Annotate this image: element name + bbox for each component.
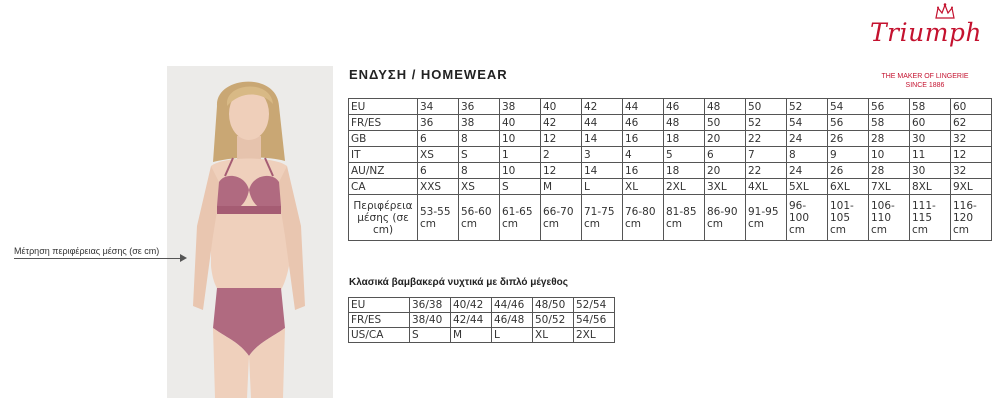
table-cell: 50 [705, 115, 746, 131]
main-size-table [348, 98, 992, 241]
table-cell: 20 [705, 131, 746, 147]
table-cell: 6 [418, 163, 459, 179]
table-cell: 30 [910, 163, 951, 179]
waist-cell: 101-105 cm [828, 195, 869, 241]
table-cell: L [492, 328, 533, 343]
table-cell: M [451, 328, 492, 343]
main-size-table-title: ΕΝΔΥΣΗ / HOMEWEAR [349, 67, 508, 82]
table-cell: 36/38 [410, 298, 451, 313]
row-label: CA [349, 179, 418, 195]
waist-cell: 96-100 cm [787, 195, 828, 241]
table-cell: 60 [951, 99, 992, 115]
table-row [349, 328, 615, 343]
table-cell: 22 [746, 163, 787, 179]
table-cell: 18 [664, 131, 705, 147]
waist-cell: 61-65 cm [500, 195, 541, 241]
waist-row [349, 195, 992, 241]
brand-tagline-line1: THE MAKER OF LINGERIE [881, 73, 969, 80]
table-cell: 1 [500, 147, 541, 163]
table-cell: 46 [664, 99, 705, 115]
row-label: FR/ES [349, 313, 410, 328]
table-cell: 48/50 [533, 298, 574, 313]
table-cell: 8 [787, 147, 828, 163]
row-label: GB [349, 131, 418, 147]
table-cell: 26 [828, 131, 869, 147]
table-cell: 52 [787, 99, 828, 115]
waist-cell: 76-80 cm [623, 195, 664, 241]
table-cell: S [410, 328, 451, 343]
brand-tagline-line2: SINCE 1886 [905, 82, 945, 89]
table-row [349, 163, 992, 179]
model-photo [167, 66, 333, 398]
table-cell: 60 [910, 115, 951, 131]
table-row [349, 115, 992, 131]
table-cell: 44 [623, 99, 664, 115]
table-cell: 7 [746, 147, 787, 163]
table-cell: 3 [582, 147, 623, 163]
table-cell: 10 [500, 163, 541, 179]
table-cell: 54 [787, 115, 828, 131]
table-cell: XS [418, 147, 459, 163]
table-cell: XL [623, 179, 664, 195]
table-cell: 10 [869, 147, 910, 163]
table-cell: 5 [664, 147, 705, 163]
table-cell: 14 [582, 131, 623, 147]
table-row [349, 147, 992, 163]
table-cell: 52 [746, 115, 787, 131]
table-row [349, 298, 615, 313]
table-cell: 46 [623, 115, 664, 131]
table-cell: 8XL [910, 179, 951, 195]
table-cell: 38 [459, 115, 500, 131]
table-cell: M [541, 179, 582, 195]
table-cell: 8 [459, 163, 500, 179]
table-cell: S [459, 147, 500, 163]
row-label: US/CA [349, 328, 410, 343]
row-label: EU [349, 298, 410, 313]
table-cell: 8 [459, 131, 500, 147]
table-cell: 38/40 [410, 313, 451, 328]
table-cell: 12 [951, 147, 992, 163]
table-cell: 38 [500, 99, 541, 115]
table-cell: 26 [828, 163, 869, 179]
table-cell: 50 [746, 99, 787, 115]
table-cell: 32 [951, 163, 992, 179]
waist-cell: 116-120 cm [951, 195, 992, 241]
table-row [349, 179, 992, 195]
table-cell: 6XL [828, 179, 869, 195]
table-cell: 36 [459, 99, 500, 115]
table-cell: 42 [541, 115, 582, 131]
table-cell: 30 [910, 131, 951, 147]
table-cell: 56 [828, 115, 869, 131]
arrow-right-icon [180, 254, 187, 262]
table-cell: 46/48 [492, 313, 533, 328]
table-cell: 7XL [869, 179, 910, 195]
table-cell: 40/42 [451, 298, 492, 313]
model-illustration [167, 66, 333, 398]
brand-logo [870, 2, 983, 92]
table-cell: 36 [418, 115, 459, 131]
table-cell: 18 [664, 163, 705, 179]
waist-cell: 81-85 cm [664, 195, 705, 241]
table-cell: 52/54 [574, 298, 615, 313]
table-cell: 2XL [574, 328, 615, 343]
table-cell: 14 [582, 163, 623, 179]
table-cell: 12 [541, 163, 582, 179]
brand-wordmark: Triumph [870, 18, 983, 47]
row-label: AU/NZ [349, 163, 418, 179]
table-row [349, 131, 992, 147]
table-cell: 20 [705, 163, 746, 179]
table-cell: 11 [910, 147, 951, 163]
row-label: EU [349, 99, 418, 115]
row-label: IT [349, 147, 418, 163]
table-cell: 40 [500, 115, 541, 131]
table-row [349, 99, 992, 115]
table-cell: L [582, 179, 623, 195]
table-cell: 9 [828, 147, 869, 163]
table-cell: 42/44 [451, 313, 492, 328]
table-cell: 44/46 [492, 298, 533, 313]
table-cell: 2XL [664, 179, 705, 195]
waist-cell: 53-55 cm [418, 195, 459, 241]
table-cell: XL [533, 328, 574, 343]
table-cell: 28 [869, 163, 910, 179]
table-cell: 62 [951, 115, 992, 131]
measurement-pointer-line [14, 258, 184, 259]
waist-cell: 86-90 cm [705, 195, 746, 241]
table-cell: 48 [705, 99, 746, 115]
table-cell: 54/56 [574, 313, 615, 328]
table-cell: 58 [910, 99, 951, 115]
table-cell: 42 [582, 99, 623, 115]
brand-tagline [870, 72, 980, 90]
waist-cell: 66-70 cm [541, 195, 582, 241]
table-cell: 3XL [705, 179, 746, 195]
table-cell: 22 [746, 131, 787, 147]
table-cell: 32 [951, 131, 992, 147]
table-cell: 6 [705, 147, 746, 163]
briefs-size-table-title: Κλασικά βαμβακερά νυχτικά με διπλό μέγεθος [349, 277, 568, 288]
table-cell: 48 [664, 115, 705, 131]
waist-cell: 111-115 cm [910, 195, 951, 241]
table-cell: 50/52 [533, 313, 574, 328]
waist-measurement-label: Μέτρηση περιφέρειας μέσης (σε cm) [14, 246, 160, 256]
table-cell: 44 [582, 115, 623, 131]
table-cell: 40 [541, 99, 582, 115]
table-cell: 24 [787, 163, 828, 179]
table-cell: 58 [869, 115, 910, 131]
table-cell: 2 [541, 147, 582, 163]
table-row [349, 313, 615, 328]
table-cell: 34 [418, 99, 459, 115]
table-cell: 54 [828, 99, 869, 115]
table-cell: 28 [869, 131, 910, 147]
table-cell: 56 [869, 99, 910, 115]
waist-cell: 91-95 cm [746, 195, 787, 241]
waist-cell: 106-110 cm [869, 195, 910, 241]
row-label: FR/ES [349, 115, 418, 131]
table-cell: 4XL [746, 179, 787, 195]
table-cell: 24 [787, 131, 828, 147]
table-cell: XXS [418, 179, 459, 195]
table-cell: 12 [541, 131, 582, 147]
table-cell: 4 [623, 147, 664, 163]
table-cell: 5XL [787, 179, 828, 195]
table-cell: 6 [418, 131, 459, 147]
table-cell: S [500, 179, 541, 195]
briefs-size-table [348, 297, 615, 343]
table-cell: 16 [623, 131, 664, 147]
table-cell: XS [459, 179, 500, 195]
waist-cell: 56-60 cm [459, 195, 500, 241]
table-cell: 16 [623, 163, 664, 179]
table-cell: 9XL [951, 179, 992, 195]
waist-cell: 71-75 cm [582, 195, 623, 241]
waist-row-label: Περιφέρεια μέσης (σε cm) [349, 195, 418, 241]
table-cell: 10 [500, 131, 541, 147]
